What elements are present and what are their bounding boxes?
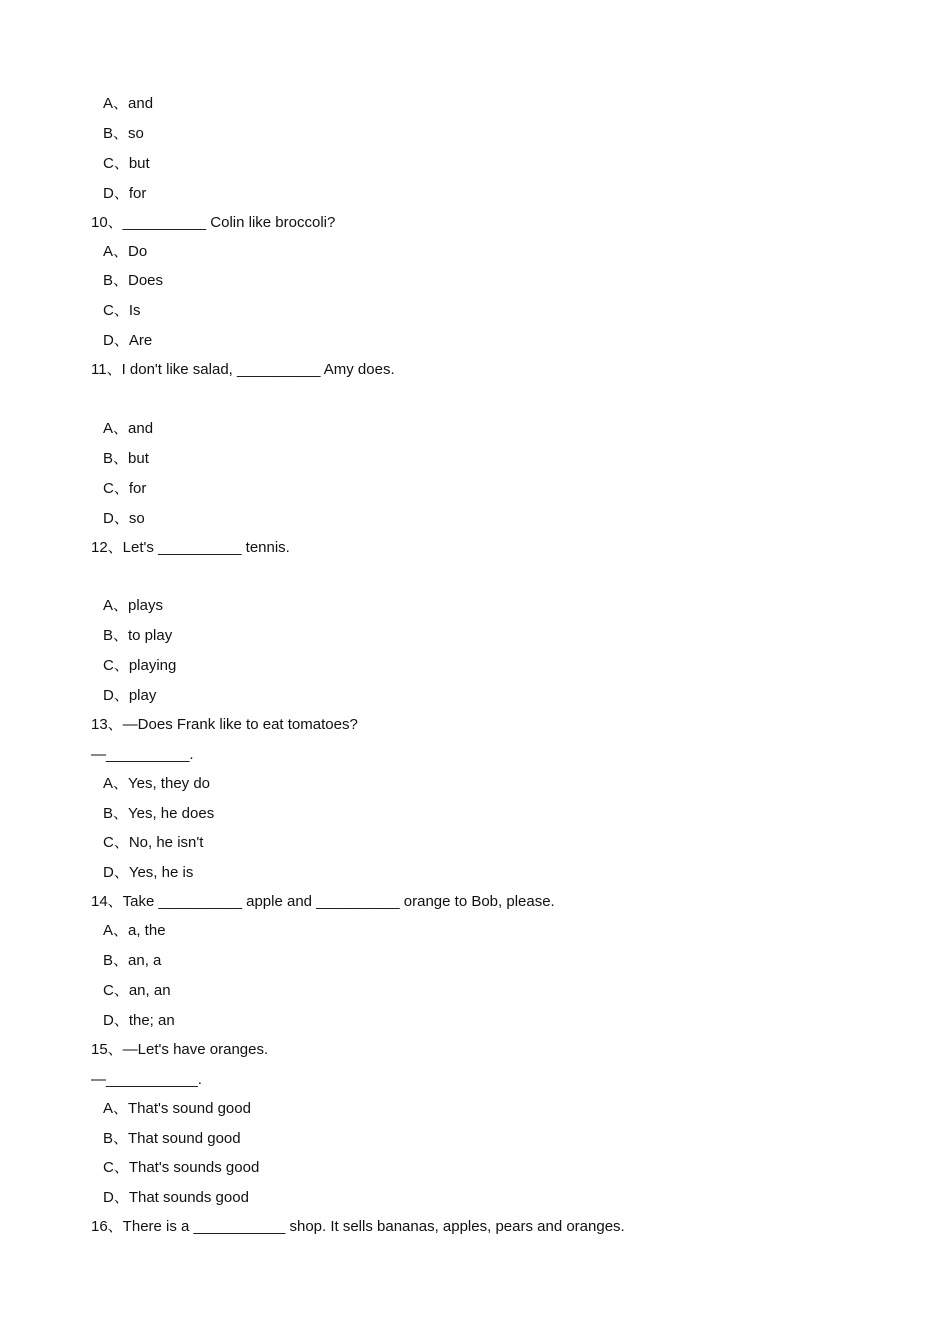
q14-option-b: B、an, a <box>103 952 162 969</box>
q11-option-a: A、and <box>103 420 154 437</box>
question-15-stem: 15、—Let's have oranges. <box>91 1041 269 1058</box>
q11-option-c: C、for <box>103 480 147 497</box>
q15-answer-line: —___________. <box>91 1071 202 1088</box>
question-10-stem: 10、__________ Colin like broccoli? <box>91 214 336 231</box>
q13-option-a: A、Yes, they do <box>103 775 211 792</box>
question-13-stem: 13、—Does Frank like to eat tomatoes? <box>91 716 358 733</box>
q14-option-d: D、the; an <box>103 1012 175 1029</box>
q12-option-b: B、to play <box>103 627 173 644</box>
option-c: C、but <box>103 155 150 172</box>
q15-option-d: D、That sounds good <box>103 1189 249 1206</box>
q13-answer-line: —__________. <box>91 746 194 763</box>
option-d: D、for <box>103 185 147 202</box>
q10-option-a: A、Do <box>103 243 148 260</box>
q10-option-b: B、Does <box>103 272 164 289</box>
q14-option-a: A、a, the <box>103 922 166 939</box>
q15-option-c: C、That's sounds good <box>103 1159 260 1176</box>
question-11-stem: 11、I don't like salad, __________ Amy does. <box>91 361 395 378</box>
q13-option-b: B、Yes, he does <box>103 805 215 822</box>
q13-option-c: C、No, he isn't <box>103 834 204 851</box>
question-14-stem: 14、Take __________ apple and __________ orange to Bob, please. <box>91 893 555 910</box>
q11-option-d: D、so <box>103 510 145 527</box>
q12-option-c: C、playing <box>103 657 177 674</box>
q10-option-d: D、Are <box>103 332 153 349</box>
q15-option-a: A、That's sound good <box>103 1100 251 1117</box>
option-b: B、so <box>103 125 144 142</box>
q12-option-a: A、plays <box>103 597 164 614</box>
q10-option-c: C、Is <box>103 302 141 319</box>
q11-option-b: B、but <box>103 450 149 467</box>
question-16-stem: 16、There is a ___________ shop. It sells bananas, apples, pears and oranges. <box>91 1218 625 1235</box>
q15-option-b: B、That sound good <box>103 1130 241 1147</box>
q12-option-d: D、play <box>103 687 157 704</box>
question-12-stem: 12、Let's __________ tennis. <box>91 539 290 556</box>
q13-option-d: D、Yes, he is <box>103 864 194 881</box>
q14-option-c: C、an, an <box>103 982 171 999</box>
option-a: A、and <box>103 95 154 112</box>
